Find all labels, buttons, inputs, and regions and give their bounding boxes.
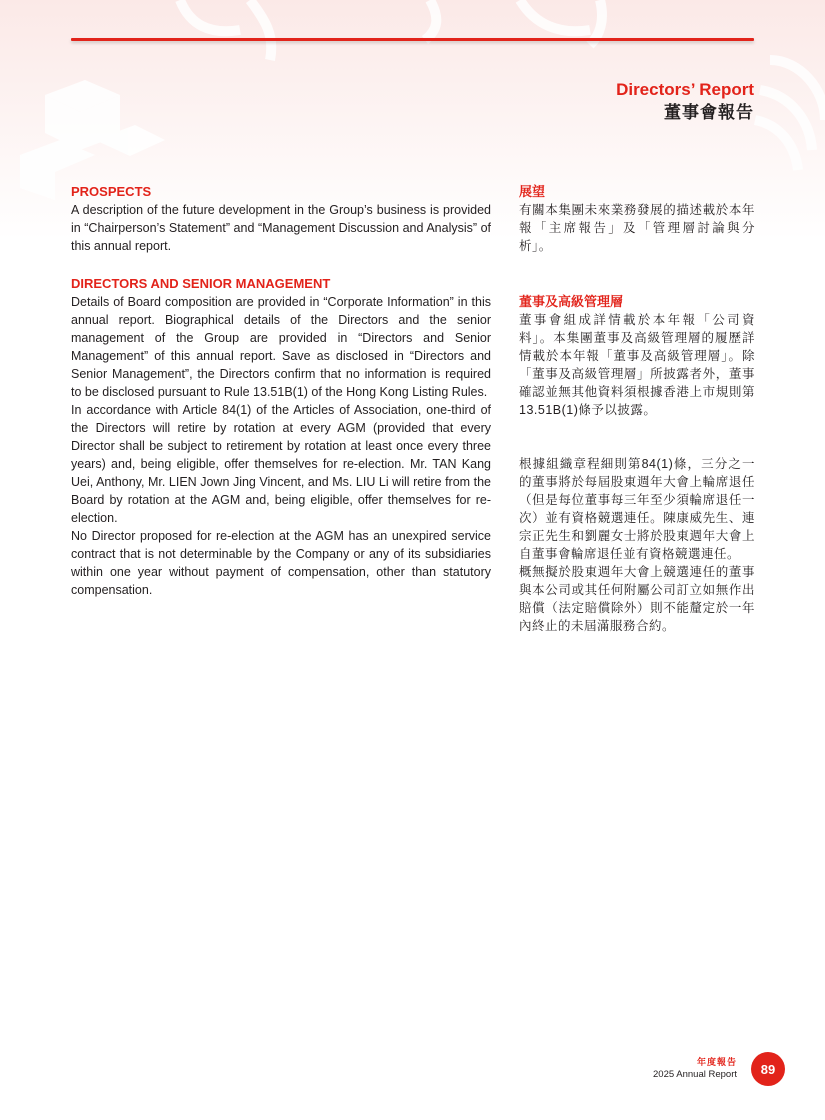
paragraph: No Director proposed for re-election at the AGM has an unexpired service contract that is not determinable by the Company or any of its subsidiaries within one year without payment of compensation, other than statutory compensation.	[71, 529, 491, 597]
paragraph: A description of the future development in the Group’s business is provided in “Chairperson’s Statement” and “Management Discussion and Analysis” of this annual report.	[71, 203, 491, 253]
section-title-zh: 董事會報告	[664, 103, 754, 122]
footer-report-en: 2025 Annual Report	[653, 1069, 737, 1080]
paragraph: In accordance with Article 84(1) of the Articles of Association, one-third of the Directors will retire by rotation at every AGM (provided that every Director shall be subject to retirement by rotation at least once every three years) and, being eligible, offer themselves for re-election. Mr. TAN Kang Uei, Anthony, Mr. LIEN Jown Jing Vincent, and Ms. LIU Li will retire from the Board by rotation at the AGM and, being eligible, offer themselves for re-election.	[71, 403, 491, 525]
paragraph-zh: 董事會組成詳情載於本年報「公司資料」。本集團董事及高級管理層的履歷詳情載於本年報「董事及高級管理層」。除「董事及高級管理層」所披露者外，董事確認並無其他資料須根據香港上市規則第13.51B(1)條予以披露。	[519, 313, 755, 417]
paragraph-zh: 概無擬於股東週年大會上競選連任的董事與本公司或其任何附屬公司訂立如無作出賠償（法定賠償除外）則不能釐定於一年內終止的未屆滿服務合約。	[519, 565, 755, 633]
english-column	[71, 183, 491, 599]
page-number-badge: 89	[751, 1052, 785, 1086]
page-header	[616, 79, 754, 125]
paragraph: Details of Board composition are provided in “Corporate Information” in this annual report. Biographical details of the Directors and the senior management of the Group are provided in “Directors and Senior Management” of this annual report. Save as disclosed in “Directors and Senior Management”, the Directors confirm that no information is required to be disclosed pursuant to Rule 13.51B(1) of the Hong Kong Listing Rules.	[71, 295, 491, 399]
heading-prospects-zh: 展望	[519, 184, 546, 199]
page-footer	[653, 1056, 737, 1081]
heading-prospects: PROSPECTS	[71, 184, 152, 199]
header-rule	[71, 38, 754, 41]
heading-directors-senior-management-zh: 董事及高級管理層	[519, 294, 624, 309]
paragraph-zh: 有關本集團未來業務發展的描述載於本年報「主席報告」及「管理層討論與分析」。	[519, 203, 755, 253]
section-title-en: Directors’ Report	[616, 80, 754, 99]
chinese-column	[519, 183, 755, 635]
footer-report-zh: 年度報告	[696, 1057, 737, 1067]
paragraph-zh: 根據組織章程細則第84(1)條，三分之一的董事將於每屆股東週年大會上輪席退任（但是每位董事每三年至少須輪席退任一次）並有資格競選連任。陳康威先生、連宗正先生和劉麗女士將於股東週年大會上自董事會輪席退任並有資格競選連任。	[519, 457, 755, 561]
heading-directors-senior-management: DIRECTORS AND SENIOR MANAGEMENT	[71, 276, 331, 291]
